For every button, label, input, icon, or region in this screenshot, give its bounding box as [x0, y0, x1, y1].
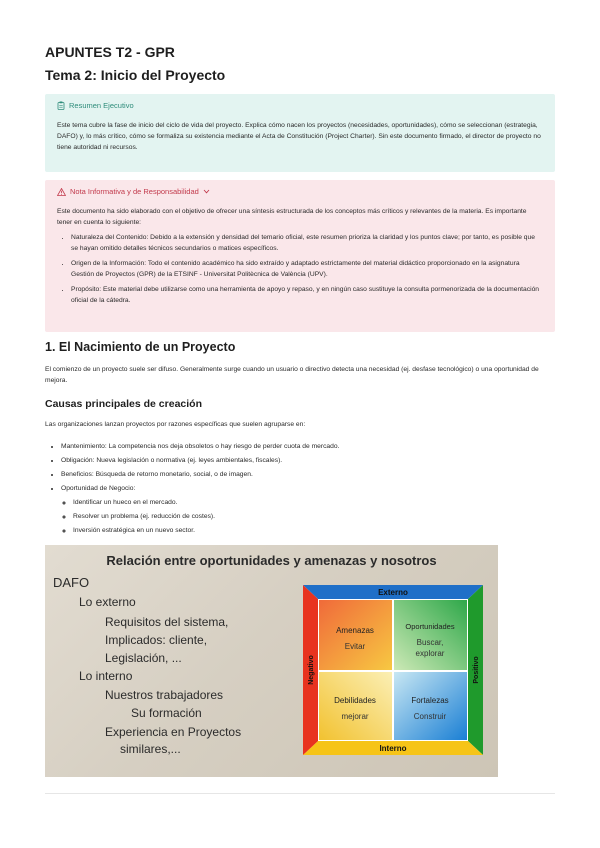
opportunity-sublist: [61, 496, 571, 538]
figure-line-external: Lo externo: [79, 595, 136, 609]
dafo-figure: [45, 545, 498, 777]
quadrant-threats: [319, 600, 392, 670]
summary-heading: Resumen Ejecutivo: [69, 101, 134, 110]
figure-line: Requisitos del sistema,: [105, 615, 229, 629]
dafo-matrix: [303, 585, 483, 755]
note-header[interactable]: [57, 187, 543, 196]
weaknesses-subtitle: mejorar: [341, 712, 369, 721]
document-subtitle: Tema 2: Inicio del Proyecto: [45, 67, 226, 83]
section-divider: [45, 793, 555, 794]
section-heading: 1. El Nacimiento de un Proyecto: [45, 340, 236, 354]
note-callout: [45, 180, 555, 332]
figure-line: Su formación: [131, 706, 202, 720]
note-heading: Nota Informativa y de Responsabilidad: [70, 187, 199, 196]
matrix-left-label: Negativo: [308, 655, 315, 685]
opportunities-subtitle-1: Buscar,: [416, 638, 444, 647]
figure-line-internal: Lo interno: [79, 669, 133, 683]
opportunities-title: Oportunidades: [405, 622, 455, 631]
figure-line-dafo: DAFO: [53, 575, 90, 590]
note-list: [57, 232, 543, 306]
figure-title: Relación entre oportunidades y amenazas y nosotros: [106, 553, 437, 568]
matrix-right-label: Positivo: [473, 656, 480, 684]
note-item-content: • Naturaleza del Contenido: Debido a la extensión y densidad del temario oficial, este resumen prioriza la claridad y los puntos clave; por tanto, es posible que se hayan omitido detalles técnicos secundarios o matices específicos.: [71, 232, 543, 254]
figure-line: Implicados: cliente,: [105, 633, 208, 647]
section-paragraph: El comienzo de un proyecto suele ser difuso. Generalmente surge cuando un usuario o directivo detecta una necesidad (ej. desfase tecnológico) o una oportunidad de mejora.: [45, 366, 539, 384]
figure-line: Legislación, ...: [105, 651, 182, 665]
opportunity-subitem: ◦ Inversión estratégica en un nuevo sector.: [73, 524, 571, 538]
note-item-purpose: • Propósito: Este material debe utilizarse como una herramienta de apoyo y repaso, y en ningún caso sustituye la consulta pormenorizada de la documentación oficial de la cátedra.: [71, 284, 543, 306]
quadrant-weaknesses: [319, 672, 392, 740]
document-title: APUNTES T2 - GPR: [45, 44, 175, 60]
cause-item-opportunity: [61, 482, 571, 538]
warning-icon: [57, 188, 66, 196]
cause-item-maintenance: • Mantenimiento: La competencia nos deja obsoletos o hay riesgo de perder cuota de mercado.: [61, 440, 571, 454]
figure-line: Nuestros trabajadores: [105, 688, 224, 702]
matrix-top-label: Externo: [378, 588, 408, 597]
chevron-down-icon[interactable]: [203, 189, 210, 194]
figure-line: similares,...: [120, 742, 181, 756]
summary-text: Este tema cubre la fase de inicio del ciclo de vida del proyecto. Explica cómo nacen los proyectos (necesidades, oportunidades), cómo se seleccionan (estrategia, DAFO) y, lo más crítico, cómo se formaliza su existencia mediante el Acta de Constitución (Project Charter). Sin este documento firmado, el director de proyecto no tiene autoridad ni recursos.: [57, 122, 541, 151]
clipboard-icon: [57, 101, 65, 110]
weaknesses-title: Debilidades: [334, 696, 376, 705]
causes-heading: Causas principales de creación: [45, 398, 202, 410]
threats-title: Amenazas: [336, 626, 374, 635]
summary-header: [57, 101, 543, 110]
cause-item-opportunity-label: Oportunidad de Negocio:: [61, 485, 136, 492]
strengths-subtitle: Construir: [413, 712, 447, 721]
causes-intro: Las organizaciones lanzan proyectos por razones específicas que suelen agruparse en:: [45, 421, 306, 428]
figure-line: Experiencia en Proyectos: [105, 725, 242, 739]
strengths-title: Fortalezas: [411, 696, 449, 705]
note-intro: Este documento ha sido elaborado con el objetivo de ofrecer una síntesis estructurada de los conceptos más críticos y relevantes de la materia. Es importante tener en cuenta lo siguiente:: [57, 208, 527, 226]
opportunities-subtitle-2: explorar: [415, 649, 445, 658]
matrix-bottom-label: Interno: [379, 744, 407, 753]
note-item-origin: • Origen de la Información: Todo el contenido académico ha sido extraído y adaptado estrictamente del material didáctico proporcionado en la asignatura Gestión de Proyectos (GPR) de la ETSINF - Universitat Politècnica de València (UPV).: [71, 258, 543, 280]
quadrant-opportunities: [394, 600, 467, 670]
summary-callout: [45, 94, 555, 172]
cause-item-benefits: • Beneficios: Búsqueda de retorno monetario, social, o de imagen.: [61, 468, 571, 482]
causes-list: [45, 440, 571, 538]
cause-item-obligation: • Obligación: Nueva legislación o normativa (ej. leyes ambientales, fiscales).: [61, 454, 571, 468]
quadrant-strengths: [394, 672, 467, 740]
opportunity-subitem: ◦ Identificar un hueco en el mercado.: [73, 496, 571, 510]
opportunity-subitem: ◦ Resolver un problema (ej. reducción de costes).: [73, 510, 571, 524]
threats-subtitle: Evitar: [344, 642, 366, 651]
